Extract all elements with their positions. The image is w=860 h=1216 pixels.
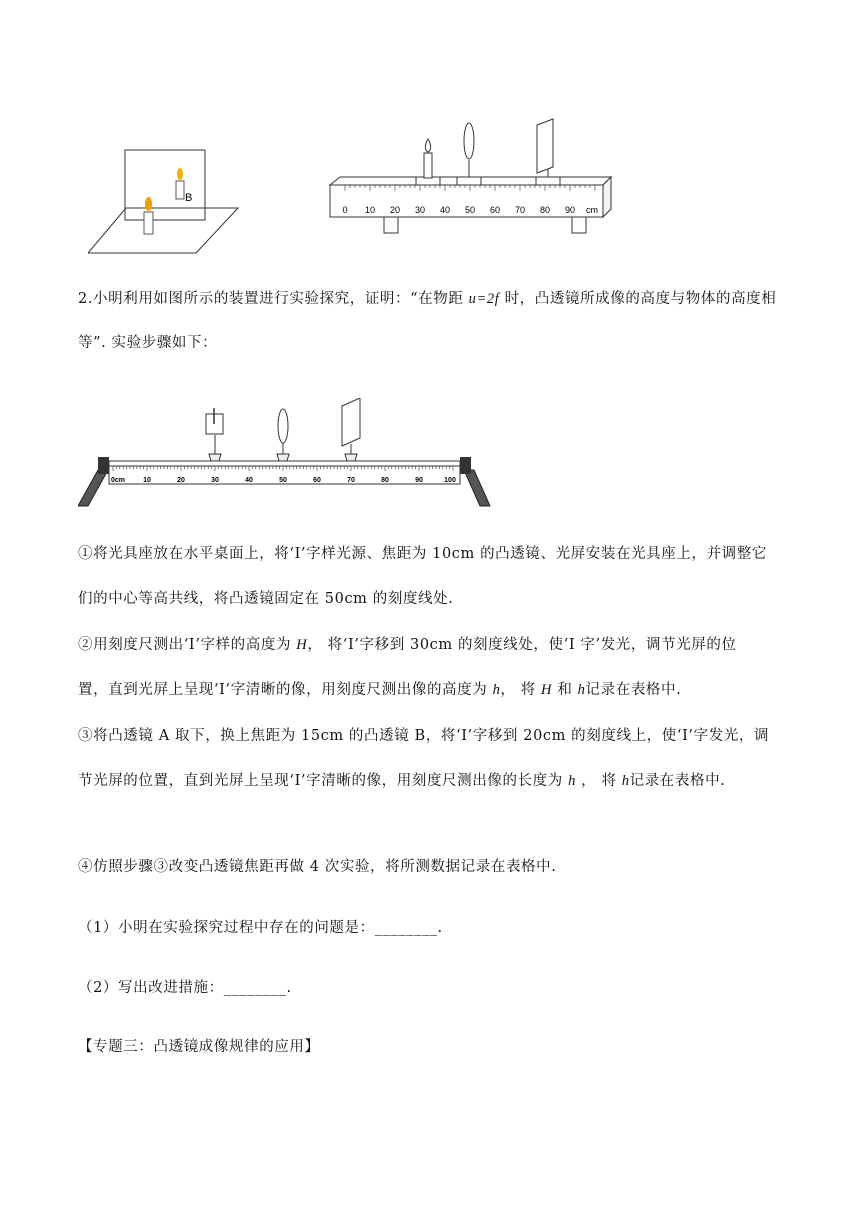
flame-b-icon xyxy=(177,168,183,180)
text-segment: ， 将 xyxy=(500,682,542,698)
problem-2-line-1 xyxy=(78,289,776,309)
candle-b-label: B xyxy=(185,192,193,204)
leg-right xyxy=(572,217,586,233)
tick-label: 40 xyxy=(439,205,451,215)
text-segment: ②用刻度尺测出‘I’字样的高度为 xyxy=(78,637,297,653)
text-segment: ， 将‘I’字移到 30cm 的刻度线处，使‘I 字’发光，调节光屏的位 xyxy=(307,637,737,653)
candle-a xyxy=(144,212,153,234)
tick-label: 70 xyxy=(514,205,526,215)
text-segment: 节光屏的位置，直到光屏上呈现‘I’字清晰的像，用刻度尺测出像的长度为 xyxy=(78,773,569,789)
problem-2-line-2: 等”. 实验步骤如下： xyxy=(78,335,218,351)
text-segment: 2.小明利用如图所示的装置进行实验探究，证明：“在物距 xyxy=(78,291,469,307)
tick-label: 10 xyxy=(143,477,151,484)
step-4: ④仿照步骤③改变凸透镜焦距再做 4 次实验，将所测数据记录在表格中. xyxy=(78,859,557,875)
tick-label: 80 xyxy=(381,477,389,484)
text-segment: 记录在表格中. xyxy=(585,682,682,698)
tick-label: 90 xyxy=(564,205,576,215)
tick-label: 100 xyxy=(444,477,456,484)
flame-icon xyxy=(425,139,430,152)
formula-var: h xyxy=(577,682,586,698)
tick-label: 0 xyxy=(342,205,348,215)
candle-b xyxy=(176,181,184,199)
bench-rail xyxy=(109,461,460,466)
text-segment: 和 xyxy=(552,682,578,698)
bench-leg-left xyxy=(78,470,108,506)
candle xyxy=(424,153,432,178)
screen-holder xyxy=(536,177,560,185)
lens-holder xyxy=(277,454,289,461)
text-segment: ， 将 xyxy=(575,773,622,789)
light-screen xyxy=(342,398,360,446)
formula-var: h xyxy=(568,773,576,789)
tick-label: 0cm xyxy=(110,477,126,484)
bench-leg-right xyxy=(464,470,490,506)
text-segment: 置，直到光屏上呈现‘I’字清晰的像，用刻度尺测出像的高度为 xyxy=(78,682,493,698)
convex-lens xyxy=(278,409,288,443)
tick-label: 20 xyxy=(177,477,185,484)
leg-left xyxy=(384,217,398,233)
tick-label: 60 xyxy=(313,477,321,484)
tick-label: 50 xyxy=(464,205,476,215)
formula-var: H xyxy=(541,682,553,698)
tick-label: 80 xyxy=(539,205,551,215)
tick-label: 20 xyxy=(389,205,401,215)
source-holder xyxy=(209,454,221,461)
formula-var: u=2f xyxy=(468,291,500,307)
end-block-left xyxy=(98,457,109,474)
step-1-line-2: 们的中心等高共线，将凸透镜固定在 50cm 的刻度线处. xyxy=(78,591,454,607)
question-2: （2）写出改进措施：________. xyxy=(78,980,292,996)
formula-var: h xyxy=(621,773,630,789)
section-heading: 【专题三：凸透镜成像规律的应用】 xyxy=(78,1039,320,1055)
table-plane xyxy=(88,208,238,253)
text-segment: 记录在表格中. xyxy=(629,773,726,789)
light-screen xyxy=(537,119,553,173)
step-2-line-1 xyxy=(78,635,737,655)
tick-label: 40 xyxy=(245,477,253,484)
step-1-line-1: ①将光具座放在水平桌面上，将‘I’字样光源、焦距为 10cm 的凸透镜、光屏安装在光具座上，并调整它 xyxy=(78,546,767,562)
question-1: （1）小明在实验探究过程中存在的问题是：________. xyxy=(78,920,443,936)
tick-unit-label: cm xyxy=(586,205,598,215)
step-3-line-2 xyxy=(78,771,725,791)
formula-var: H xyxy=(296,637,308,653)
flame-a-icon xyxy=(145,197,152,211)
tick-label: 10 xyxy=(364,205,376,215)
screen-holder xyxy=(345,454,357,461)
end-block-right xyxy=(460,457,471,474)
tick-label: 60 xyxy=(489,205,501,215)
tick-label: 70 xyxy=(347,477,355,484)
step-2-line-2 xyxy=(78,680,681,700)
optical-bench-3d-figure xyxy=(326,115,612,241)
tick-label: 90 xyxy=(415,477,423,484)
tick-label: 30 xyxy=(414,205,426,215)
tick-label: 50 xyxy=(279,477,287,484)
optical-bench-figure xyxy=(78,398,498,510)
lens-holder xyxy=(457,177,481,185)
plane-mirror-figure xyxy=(88,145,248,257)
convex-lens xyxy=(464,123,474,159)
step-3-line-1: ③将凸透镜 A 取下，换上焦距为 15cm 的凸透镜 B，将‘I’字移到 20cm 的刻度线上，使‘I’字发光，调 xyxy=(78,728,770,744)
tick-label: 30 xyxy=(211,477,219,484)
glass-plate xyxy=(125,150,205,220)
text-segment: 时，凸透镜所成像的高度与物体的高度相 xyxy=(499,291,777,307)
formula-var: h xyxy=(492,682,501,698)
